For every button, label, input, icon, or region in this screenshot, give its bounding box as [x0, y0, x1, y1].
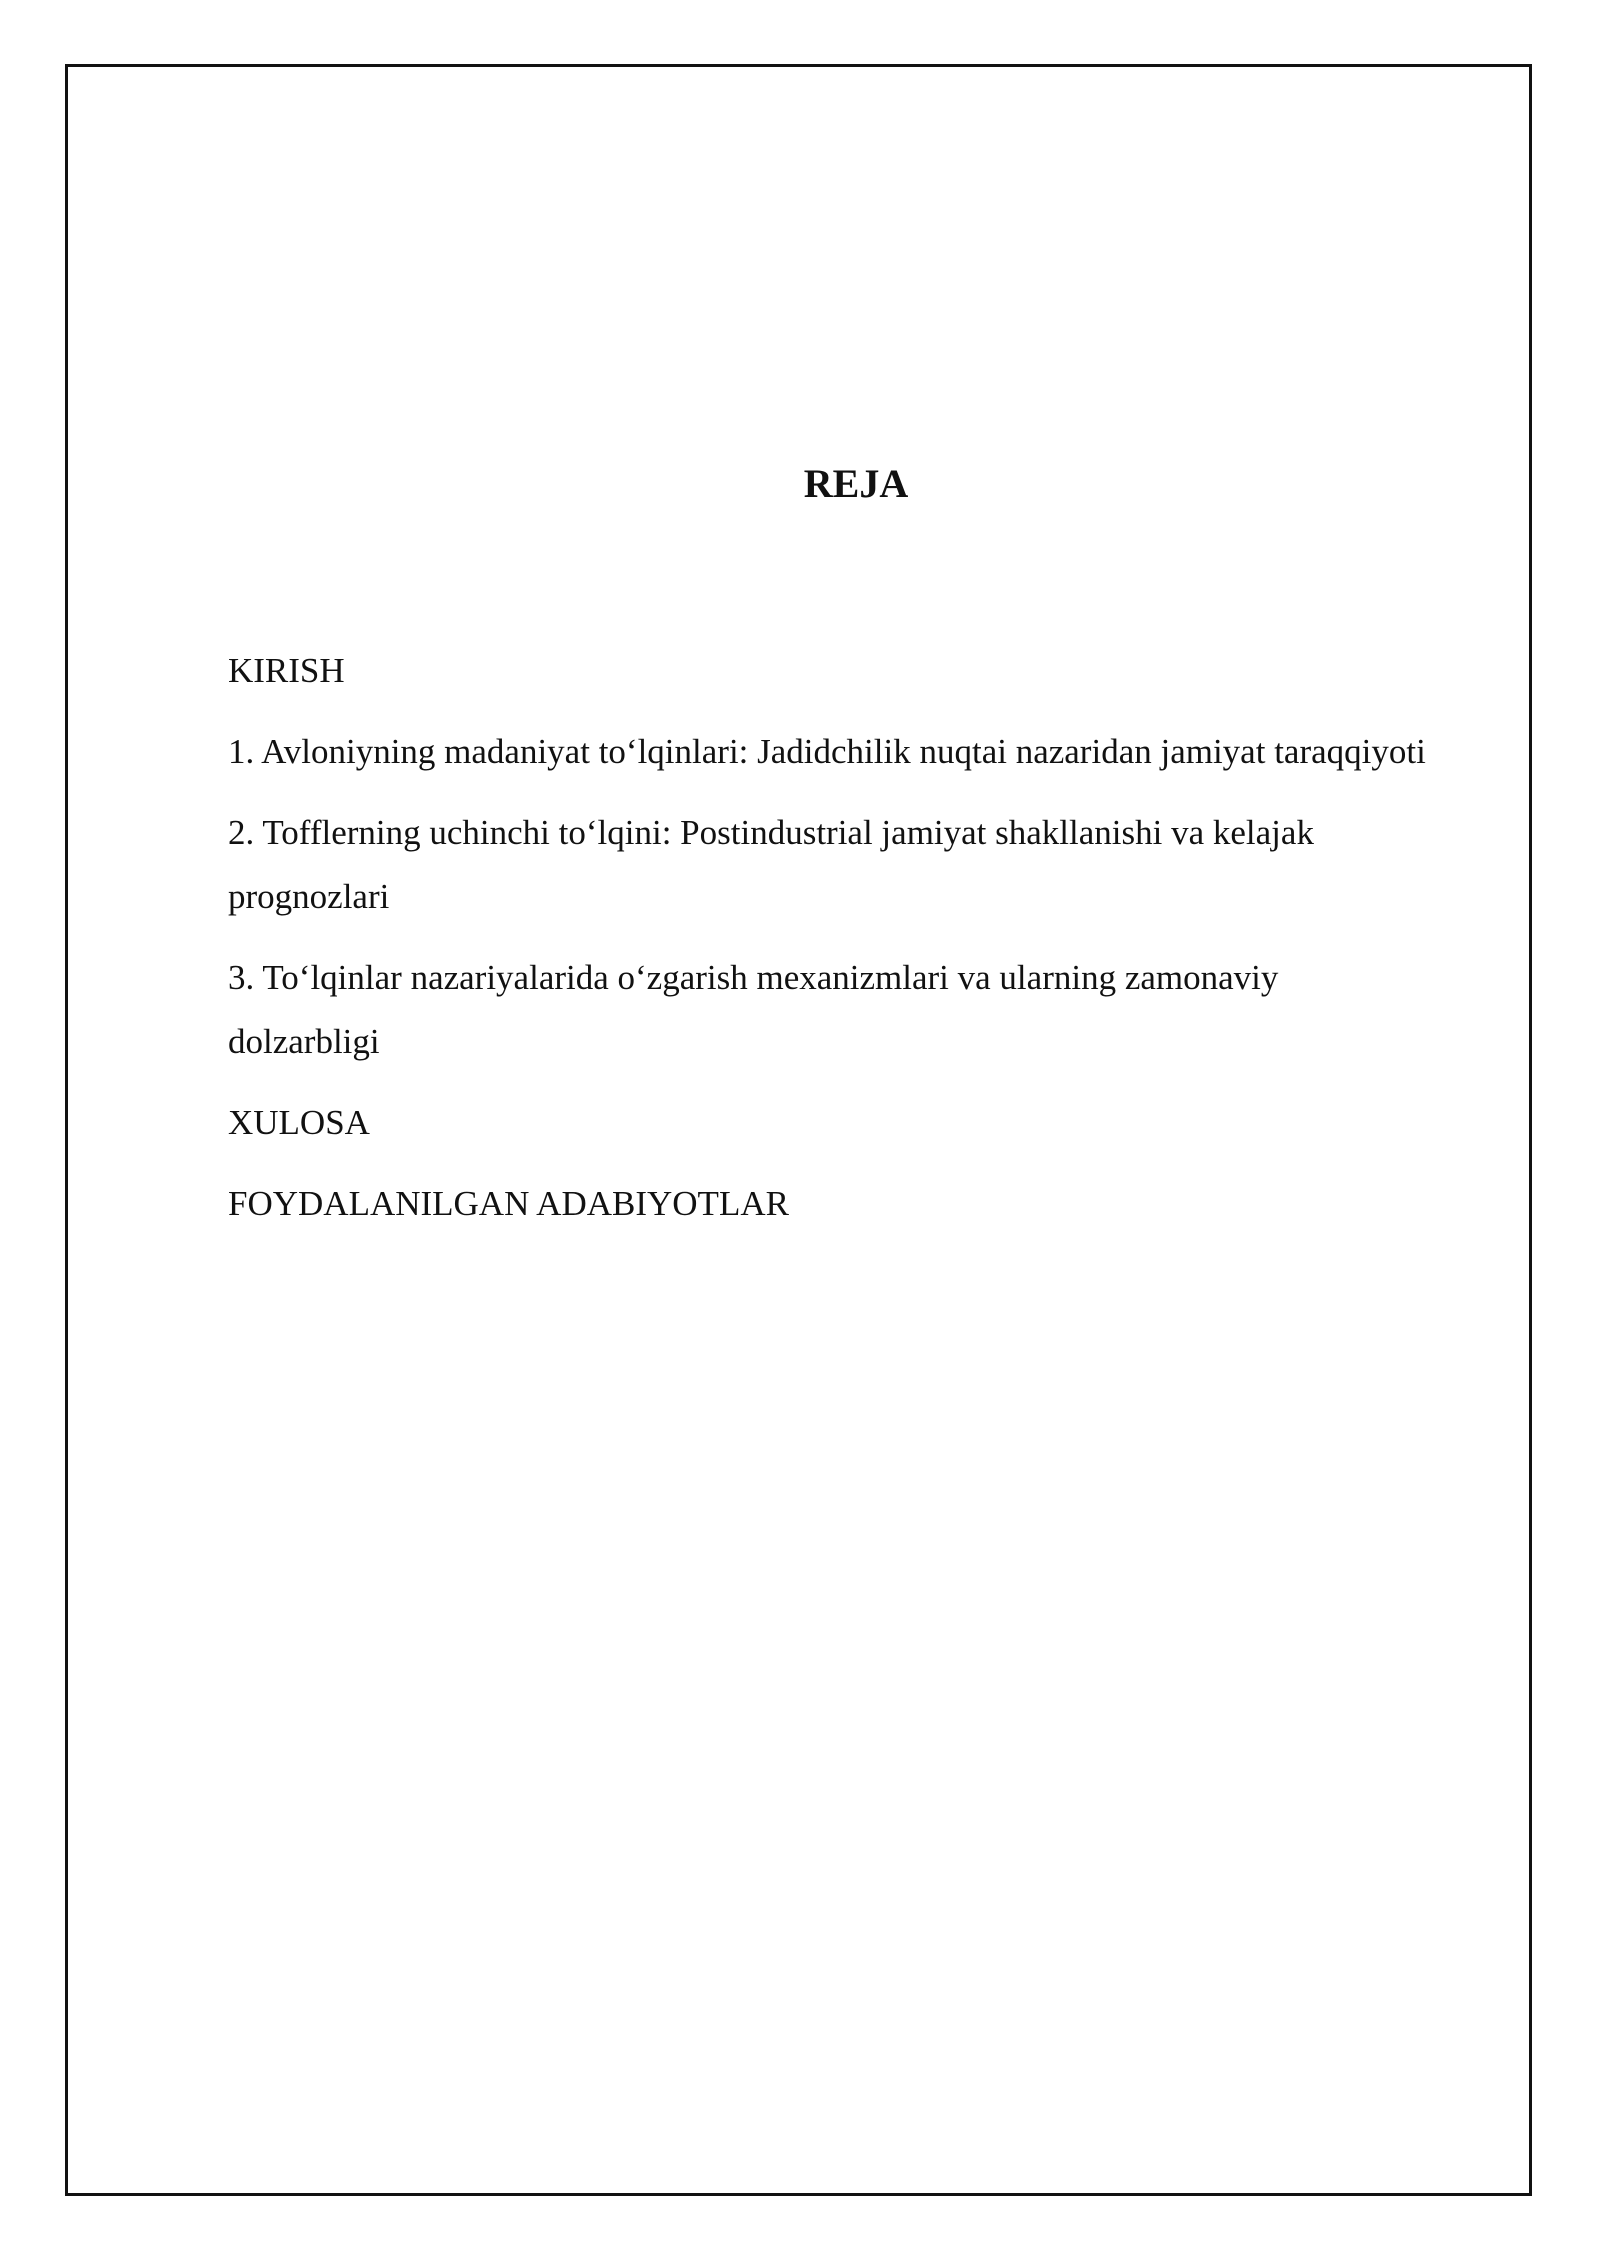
- toc-item-introduction: KIRISH: [228, 651, 345, 690]
- toc-item-conclusion: XULOSA: [228, 1103, 370, 1142]
- toc-item-1: 1. Avloniyning madaniyat to‘lqinlari: Jadidchilik nuqtai nazaridan jamiyat taraqqiyoti: [228, 732, 1426, 771]
- table-of-contents: [228, 639, 1428, 1253]
- toc-item-2: 2. Tofflerning uchinchi to‘lqini: Postindustrial jamiyat shakllanishi va kelajak prognozlari: [228, 813, 1314, 916]
- toc-item-references: FOYDALANILGAN ADABIYOTLAR: [228, 1184, 789, 1223]
- page-title: REJA: [803, 461, 909, 506]
- toc-item-3: 3. To‘lqinlar nazariyalarida o‘zgarish mexanizmlari va ularning zamonaviy dolzarbligi: [228, 958, 1279, 1061]
